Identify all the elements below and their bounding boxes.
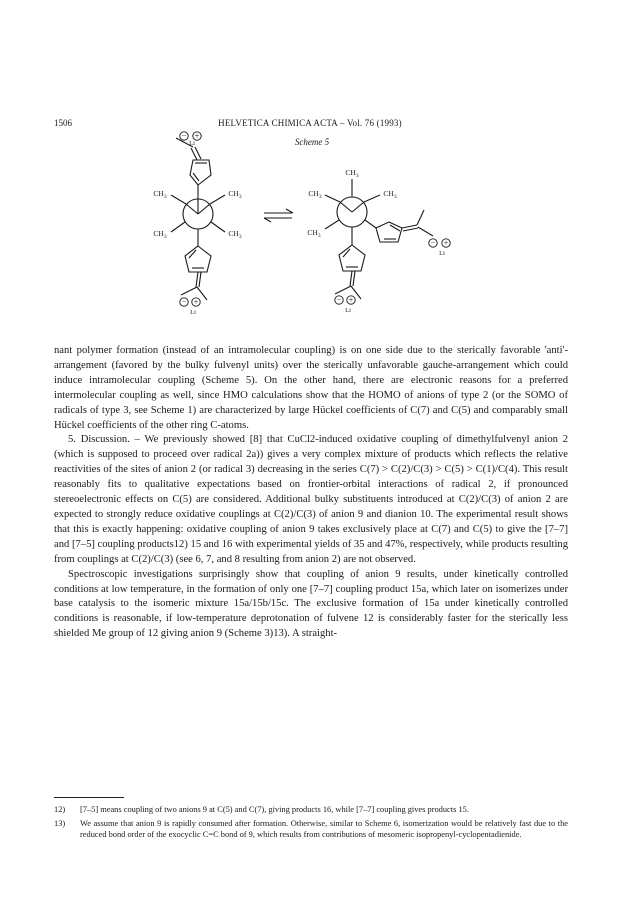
li-label: Li [189, 140, 195, 147]
charge-plus: + [348, 295, 354, 305]
running-header [54, 118, 566, 132]
scheme-title: Scheme 5 [294, 137, 330, 147]
footnote-mark: 12) [54, 805, 66, 814]
footnote-text: We assume that anion 9 is rapidly consumed after formation. Otherwise, similar to Scheme 6, isomerization would be relatively fast due to the reduced bond order of the exocyclic C=C bond of 9, which results from contributions of mesomeric isopropenyl-cyclopentadienide. [80, 819, 568, 840]
li-label: Li [345, 307, 351, 314]
page-number: 1506 [54, 118, 72, 128]
ch3-label: $CH_3$ [228, 229, 242, 240]
charge-plus: + [443, 238, 449, 248]
footnote-12 [54, 804, 568, 815]
charge-plus: + [193, 297, 199, 307]
paragraph-discussion: 5. Discussion. – We previously showed [8] that CuCl2-induced oxidative coupling of dimethylfulvenyl anion 2 (which is supposed to proceed over radical 2a)) gives a very complex mixture of products which reflects the relative reactivities of the sites of anion 2 (or radical 3) decreasing in the series C(7) > C(2)/C(3) > C(5) > C(1)/C(4). This result reasonably fits to qualitative expectations based on frontier-orbital interactions of radical 2, if pronounced stereoelectronic effects on C(5) are considered. Additional bulky substituents introduced at C(2)/C(3) of anion 2 are expected to strongly reduce oxidative couplings at C(2)/C(3) of anion 9 and dianion 10. The experimental result shows that this is exactly happening: oxidative coupling of anion 9 takes exclusively place at C(7) and C(5) to give the [7–7] and [7–5] coupling products12) 15 and 16 with experimental yields of 35 and 47%, respectively, while products resulting from couplings at C(2)/C(3) (see 6, 7, and 8 resulting from anion 2) are not observed. [54, 434, 568, 565]
charge-plus: + [194, 131, 200, 141]
charge-minus: − [430, 238, 436, 248]
ch3-label: $CH_3$ [153, 229, 167, 240]
footnote-text: [7–5] means coupling of two anions 9 at C(5) and C(7), giving products 16, while [7–7] coupling gives products 15. [80, 805, 469, 814]
left-top-ring [190, 160, 211, 185]
charge-minus: − [181, 131, 187, 141]
charge-minus: − [336, 295, 342, 305]
paragraph: Spectroscopic investigations surprisingly show that coupling of anion 9 results, under kinetically controlled conditions at low temperature, in the formation of only one [7–7] coupling product 15a, which later on isomerizes under base catalysis to the isomeric mixture 15a/15b/15c. The exclusive formation of 15a under kinetically controlled conditions is reasonable, if low-temperature deprotonation of fulvene 12 is considerably faster for the sterically less shielded Me group of 12 giving anion 9 (Scheme 3)13). A straight- [54, 568, 568, 640]
charge-minus: − [181, 297, 187, 307]
footnote-mark: 13) [54, 819, 66, 829]
journal-title: HELVETICA CHIMICA ACTA – Vol. 76 (1993) [218, 118, 402, 128]
ch3-label: $CH_3$ [153, 189, 167, 200]
li-label: Li [190, 309, 196, 316]
ch3-label: $CH_3$ [383, 189, 397, 200]
footnote-13 [54, 818, 568, 840]
footnotes [54, 797, 568, 844]
li-label: Li [439, 250, 445, 257]
ch3-label: $CH_3$ [307, 228, 321, 239]
paragraph: nant polymer formation (instead of an intramolecular coupling) is on one side due to the sterically favorable 'anti'-arrangement (favored by the bulky fulvenyl units) over the sterically unfavorable gauche-arrangement which could induce intramolecular coupling (Scheme 5). On the other hand, there are electronic reasons for a preferred intermolecular coupling as well, since HMO calculations show that the HOMO of anions of type 2 (or the SOMO of radicals of type 3, see Scheme 1) are characterized by large Hückel coefficients of C(7) and C(5) and comparably small Hückel coefficients of the other ring C-atoms. [54, 345, 568, 431]
ch3-label: $CH_3$ [308, 189, 322, 200]
footnote-rule [54, 797, 124, 798]
ch3-label: $CH_3$ [345, 168, 359, 179]
ch3-label: $CH_3$ [228, 189, 242, 200]
body-text [54, 344, 568, 642]
